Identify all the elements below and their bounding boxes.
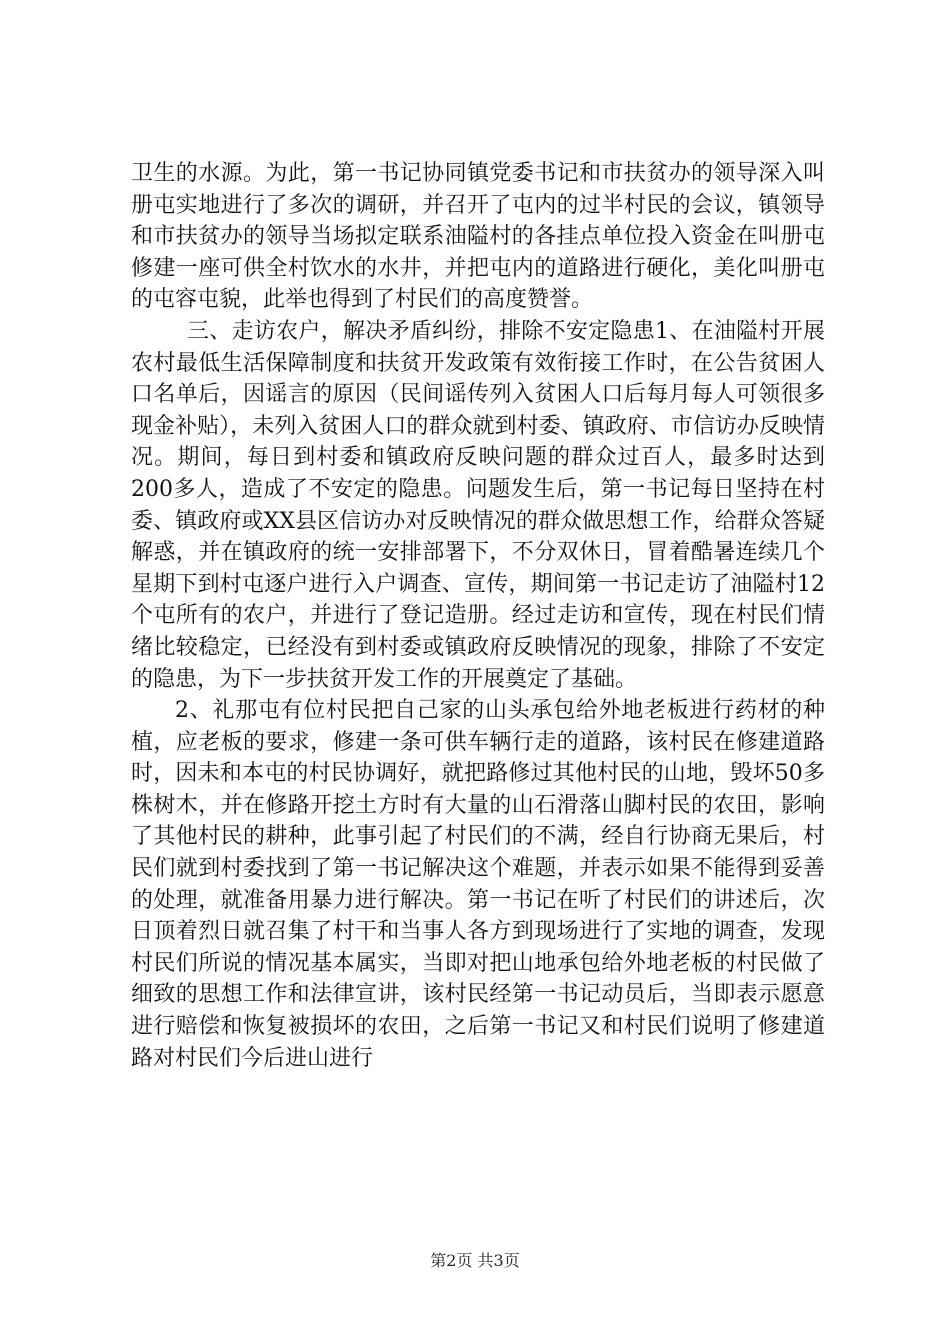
paragraph-2: 三、走访农户，解决矛盾纠纷，排除不安定隐患1、在油隘村开展农村最低生活保障制度和扶贫开发政策有效衔接工作时，在公告贫困人口名单后，因谣言的原因（民间谣传列入贫困人口后每月每人可领很多现金补贴），未列入贫困人口的群众就到村委、镇政府、市信访办反映情况。期间，每日到村委和镇政府反映问题的群众过百人，最多时达到200多人，造成了不安定的隐患。问题发生后，第一书记每日坚持在村委、镇政府或XX县区信访办对反映情况的群众做思想工作，给群众答疑解惑，并在镇政府的统一安排部署下，不分双休日，冒着酷暑连续几个星期下到村屯逐户进行入户调查、宣传，期间第一书记走访了油隘村12个屯所有的农户，并进行了登记造册。经过走访和宣传，现在村民们情绪比较稳定，已经没有到村委或镇政府反映情况的现象，排除了不安定的隐患，为下一步扶贫开发工作的开展奠定了基础。 (131, 318, 825, 692)
page-footer: 第2页 共3页 (430, 1251, 520, 1270)
body-text (131, 158, 825, 1074)
paragraph-1: 卫生的水源。为此，第一书记协同镇党委书记和市扶贫办的领导深入叫册屯实地进行了多次的调研，并召开了屯内的过半村民的会议，镇领导和市扶贫办的领导当场拟定联系油隘村的各挂点单位投入资金在叫册屯修建一座可供全村饮水的水井，并把屯内的道路进行硬化，美化叫册屯的屯容屯貌，此举也得到了村民们的高度赞誉。 (131, 161, 825, 313)
paragraph-3: 2、礼那屯有位村民把自己家的山头承包给外地老板进行药材的种植，应老板的要求，修建一条可供车辆行走的道路，该村民在修建道路时，因未和本屯的村民协调好，就把路修过其他村民的山地，毁坏50多株树木，并在修路开挖土方时有大量的山石滑落山脚村民的农田，影响了其他村民的耕种，此事引起了村民们的不满，经自行协商无果后，村民们就到村委找到了第一书记解决这个难题，并表示如果不能得到妥善的处理，就准备用暴力进行解决。第一书记在听了村民们的讲述后，次日顶着烈日就召集了村干和当事人各方到现场进行了实地的调查，发现村民们所说的情况基本属实，当即对把山地承包给外地老板的村民做了细致的思想工作和法律宣讲，该村民经第一书记动员后，当即表示愿意进行赔偿和恢复被损坏的农田，之后第一书记又和村民们说明了修建道路对村民们今后进山进行 (131, 698, 825, 1071)
